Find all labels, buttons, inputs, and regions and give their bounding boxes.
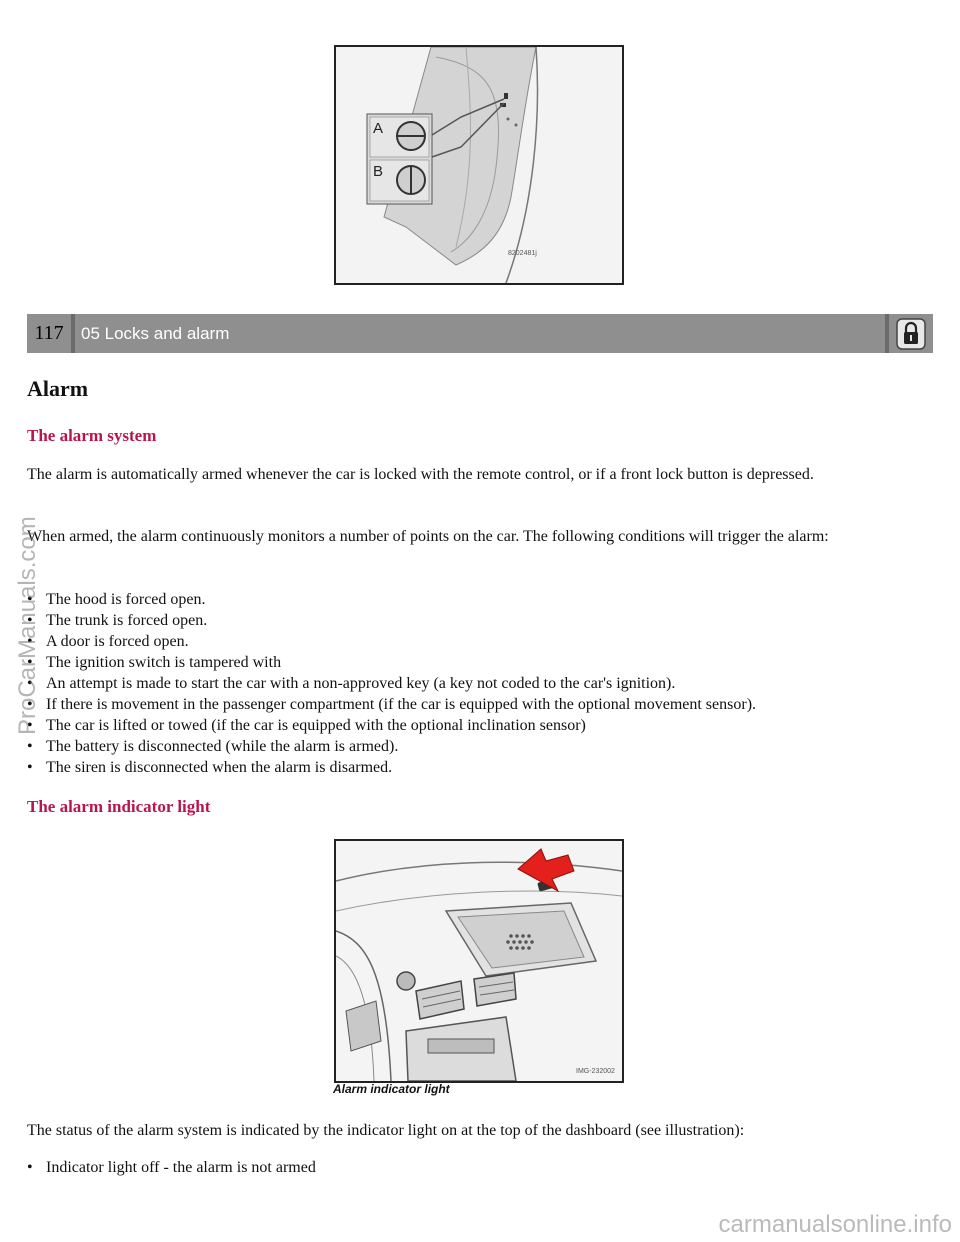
watermark-side: ProCarManuals.com: [14, 516, 41, 735]
page-title: Alarm: [27, 376, 89, 401]
door-lock-illustration: [334, 45, 624, 285]
dashboard-drawing: [336, 841, 622, 1081]
list-item: • An attempt is made to start the car with a non-approved key (a key not coded to the car's ignition).: [27, 673, 756, 694]
page-number: 117: [27, 314, 71, 353]
door-lock-drawing: [336, 47, 622, 283]
list-item: • Indicator light off - the alarm is not armed: [27, 1157, 316, 1178]
dashboard-illustration: [334, 839, 624, 1083]
label-b: B: [373, 163, 384, 180]
indicator-status-list: [27, 1157, 316, 1178]
watermark-bottom: carmanualsonline.info: [718, 1211, 952, 1238]
paragraph-armed: The alarm is automatically armed whenever the car is locked with the remote control, or if a front lock button is depressed.: [27, 466, 814, 483]
paragraph-monitor: When armed, the alarm continuously monitors a number of points on the car. The following conditions will trigger the alarm:: [27, 528, 829, 545]
section-title: 05 Locks and alarm: [75, 314, 885, 353]
subhead-indicator-light: The alarm indicator light: [27, 797, 211, 816]
list-item: • The hood is forced open.: [27, 589, 756, 610]
figure-code: IMG-232002: [576, 1068, 615, 1075]
list-item: • A door is forced open.: [27, 631, 756, 652]
list-item: • The ignition switch is tampered with: [27, 652, 756, 673]
paragraph-status: The status of the alarm system is indicated by the indicator light on at the top of the dashboard (see illustration):: [27, 1122, 745, 1139]
lock-icon: [889, 314, 933, 353]
section-header: [27, 314, 933, 353]
figure-code: 8202481j: [508, 250, 537, 257]
list-item: • If there is movement in the passenger compartment (if the car is equipped with the optional movement sensor).: [27, 694, 756, 715]
subhead-alarm-system: The alarm system: [27, 426, 157, 445]
trigger-list: [27, 589, 756, 778]
list-item: • The car is lifted or towed (if the car is equipped with the optional inclination sensor): [27, 715, 756, 736]
list-item: • The trunk is forced open.: [27, 610, 756, 631]
list-item: • The battery is disconnected (while the alarm is armed).: [27, 736, 756, 757]
figure-caption: Alarm indicator light: [333, 1082, 450, 1096]
list-item: • The siren is disconnected when the alarm is disarmed.: [27, 757, 756, 778]
label-a: A: [373, 120, 384, 137]
